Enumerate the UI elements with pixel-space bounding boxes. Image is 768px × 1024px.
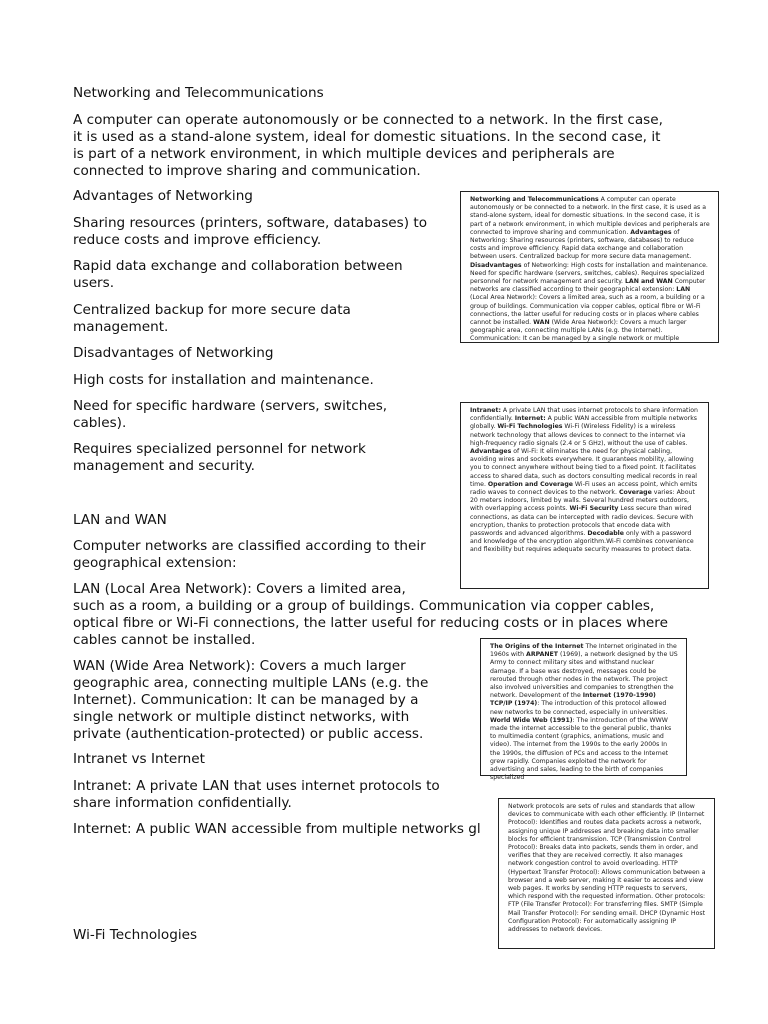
box-text: only with a password and knowledge of the encryption algorithm.Wi-Fi combines convenience and flexibility but requires adequate security measures to protect data. <box>470 530 694 554</box>
advantage-item: Sharing resources (printers, software, databases) to reduce costs and improve efficiency. <box>73 215 428 248</box>
box-text: A private LAN that uses internet protocols to share information confidentially. <box>470 407 698 423</box>
intranet-internet-heading: Intranet vs Internet <box>73 751 205 767</box>
box-text: of Wi-Fi: It eliminates the need for physical cabling, avoiding wires and sockets everywhere. It guarantees mobility, allowing you to connect anywhere without being tied to a fixed point. It facilitates access to shared data, such as doctors consulting medical records in real time. <box>470 448 697 488</box>
box-bold-term: Operation and Coverage <box>487 480 573 488</box>
lan-wan-heading: LAN and WAN <box>73 512 167 528</box>
intro-paragraph: A computer can operate autonomously or be connected to a network. In the first case, it is used as a stand-alone system, ideal for domestic situations. In the second case, it is part of a network environment, in which multiple devices and peripherals are connected to improve sharing and communication. <box>73 112 663 179</box>
advantage-item: Rapid data exchange and collaboration between users. <box>73 258 403 291</box>
box-text: (1969), a network designed by the US Army to connect military sites and withstand nuclear damage. If a base was destroyed, messages could be rerouted through other nodes in the network. The project also involved universities and companies to strengthen the network. Development of the <box>490 651 678 700</box>
box-bold-term: Advantages <box>470 448 512 456</box>
disadvantage-item: Requires specialized personnel for network management and security. <box>73 441 366 474</box>
box-text: Network protocols are sets of rules and standards that allow devices to communicate with each other efficiently. IP (Internet Protocol): Identifies and routes data packets across a network, assigning unique IP addresses and breaking data into smaller blocks for efficient transmission. TCP (Transmission Control Protocol): Breaks data into packets, sends them in order, and verifies that they are received correctly. It also manages network congestion control to avoid overloading. HTTP (Hypertext Transfer Protocol): Allows communication between a browser and a web server, making it easier to access and view web pages. It works by sending HTTP requests to servers, which respond with the requested information. Other protocols: FTP (File Transfer Protocol): For transferring files. SMTP (Simple Mail Transfer Protocol): For sending email. DHCP (Dynamic Host Configuration Protocol): For automatically assigning IP addresses to network devices. <box>508 803 706 934</box>
box-bold-term: Advantages <box>630 228 672 236</box>
disadvantage-item: Need for specific hardware (servers, switches, cables). <box>73 398 388 431</box>
box-text: : The introduction of the WWW made the internet accessible to the general public, thanks to multimedia content (graphics, animations, music and video). The internet from the 1990s to the early 2000s In the 1990s, the diffusion of PCs and access to the Internet grew rapidly. Companies exploited the network for advertising and sales, leading to the birth of companies specialized <box>490 716 672 782</box>
wifi-heading: Wi-Fi Technologies <box>73 927 198 943</box>
box-text: : The introduction of this protocol allowed new networks to be connected, especially in universities. <box>490 700 668 716</box>
disadvantages-heading: Disadvantages of Networking <box>73 345 274 361</box>
network-protocols-box <box>498 798 715 949</box>
intranet-wifi-box <box>460 402 709 589</box>
box-bold-term: Coverage <box>618 489 652 497</box>
box-bold-term: LAN and WAN <box>624 278 673 286</box>
box-bold-term: TCP/IP <box>490 700 513 708</box>
box-bold-term: The Origins of the Internet <box>490 643 584 650</box>
box-bold-term: Internet <box>582 692 612 700</box>
box-bold-term: Wi-Fi Security <box>569 505 619 513</box>
box-bold-term: Internet: <box>514 415 546 423</box>
intranet-paragraph: Intranet: A private LAN that uses internet protocols to share information confidentially. <box>73 778 440 811</box>
box-bold-term: Intranet: <box>470 407 501 414</box>
box-text: The Internet originated in the 1960s with <box>490 643 677 659</box>
box-bold-term: Networking and Telecommunications <box>470 196 599 203</box>
box-text: varies: About 20 meters indoors, limited by walls. Several hundred meters outdoors, with overlapping access points. <box>470 489 695 513</box>
box-bold-term: (1974) <box>514 700 538 708</box>
box-text: Less secure than wired connections, as data can be intercepted with radio devices. Secure with encryption, thanks to protection protocols that encode data with passwords and advanced algorithms. <box>470 505 694 538</box>
box-text: Computer networks are classified according to their geographical extension: <box>470 278 706 294</box>
lan-wan-intro: Computer networks are classified according to their geographical extension: <box>73 538 426 571</box>
box-text: Wi-Fi (Wireless Fidelity) is a wireless network technology that allows devices to connect to the internet via high-frequency radio signals (2.4 or 5 GHz), without the use of cables. <box>470 423 688 447</box>
box-text: A public WAN accessible from multiple networks globally. <box>470 415 697 431</box>
box-bold-term: Wi-Fi Technologies <box>497 423 563 431</box>
box-text: (Wide Area Network): Covers a much larger geographic area, connecting multiple LANs (e.g. the Internet). Communication: It can be managed by a single network or multiple <box>470 319 687 343</box>
box-bold-term: World Wide Web (1991) <box>490 716 573 724</box>
box-text: A computer can operate autonomously or be connected to a network. In the first case, it is used as a stand-alone system, ideal for domestic situations. In the second case, it is part of a network environment, in which multiple devices and peripherals are connected to improve sharing and communication. <box>470 196 710 236</box>
box-bold-term: WAN <box>533 319 550 327</box>
box-text: of Networking: High costs for installation and maintenance. Need for specific hardware (servers, switches, cables). Requires specialized personnel for network management and security. <box>470 261 708 286</box>
wan-paragraph: WAN (Wide Area Network): Covers a much larger geographic area, connecting multiple LANs (e.g. the Internet). Communication: It can be managed by a single network or multiple distinct networks, with private (authentication-protected) or public access. <box>73 658 429 742</box>
box-text: of Networking: Sharing resources (printers, software, databases) to reduce costs and improve efficiency. Rapid data exchange and collaboration between users. Centralized backup for more secure data management. <box>470 228 694 261</box>
box-bold-term: Disadvantages <box>470 261 522 269</box>
internet-paragraph: Internet: A public WAN accessible from multiple networks gl <box>73 821 481 837</box>
disadvantage-item: High costs for installation and maintenance. <box>73 372 374 388</box>
box-bold-term: ARPANET <box>526 651 558 659</box>
box-bold-term: LAN <box>676 286 691 294</box>
box-bold-term: (1970-1990) <box>613 692 656 700</box>
lan-paragraph: LAN (Local Area Network): Covers a limited area, such as a room, a building or a group of buildings. Communication via copper cables, optical fibre or Wi-Fi connections, the latter useful for reducing costs or in places where cables cannot be installed. <box>73 581 668 648</box>
document-title: Networking and Telecommunications <box>73 85 324 101</box>
networking-summary-box <box>460 191 719 343</box>
box-text: (Local Area Network): Covers a limited area, such as a room, a building or a group of buildings. Communication via copper cables, optical fibre or Wi-Fi connections, the latter useful for reducing costs or in places where cables cannot be installed. <box>470 294 705 327</box>
advantage-item: Centralized backup for more secure data management. <box>73 302 351 335</box>
box-bold-term: Decodable <box>587 530 624 538</box>
box-text: Wi-Fi uses an access point, which emits radio waves to connect devices to the network. <box>470 480 698 497</box>
internet-origins-box <box>480 638 687 782</box>
advantages-heading: Advantages of Networking <box>73 188 253 204</box>
